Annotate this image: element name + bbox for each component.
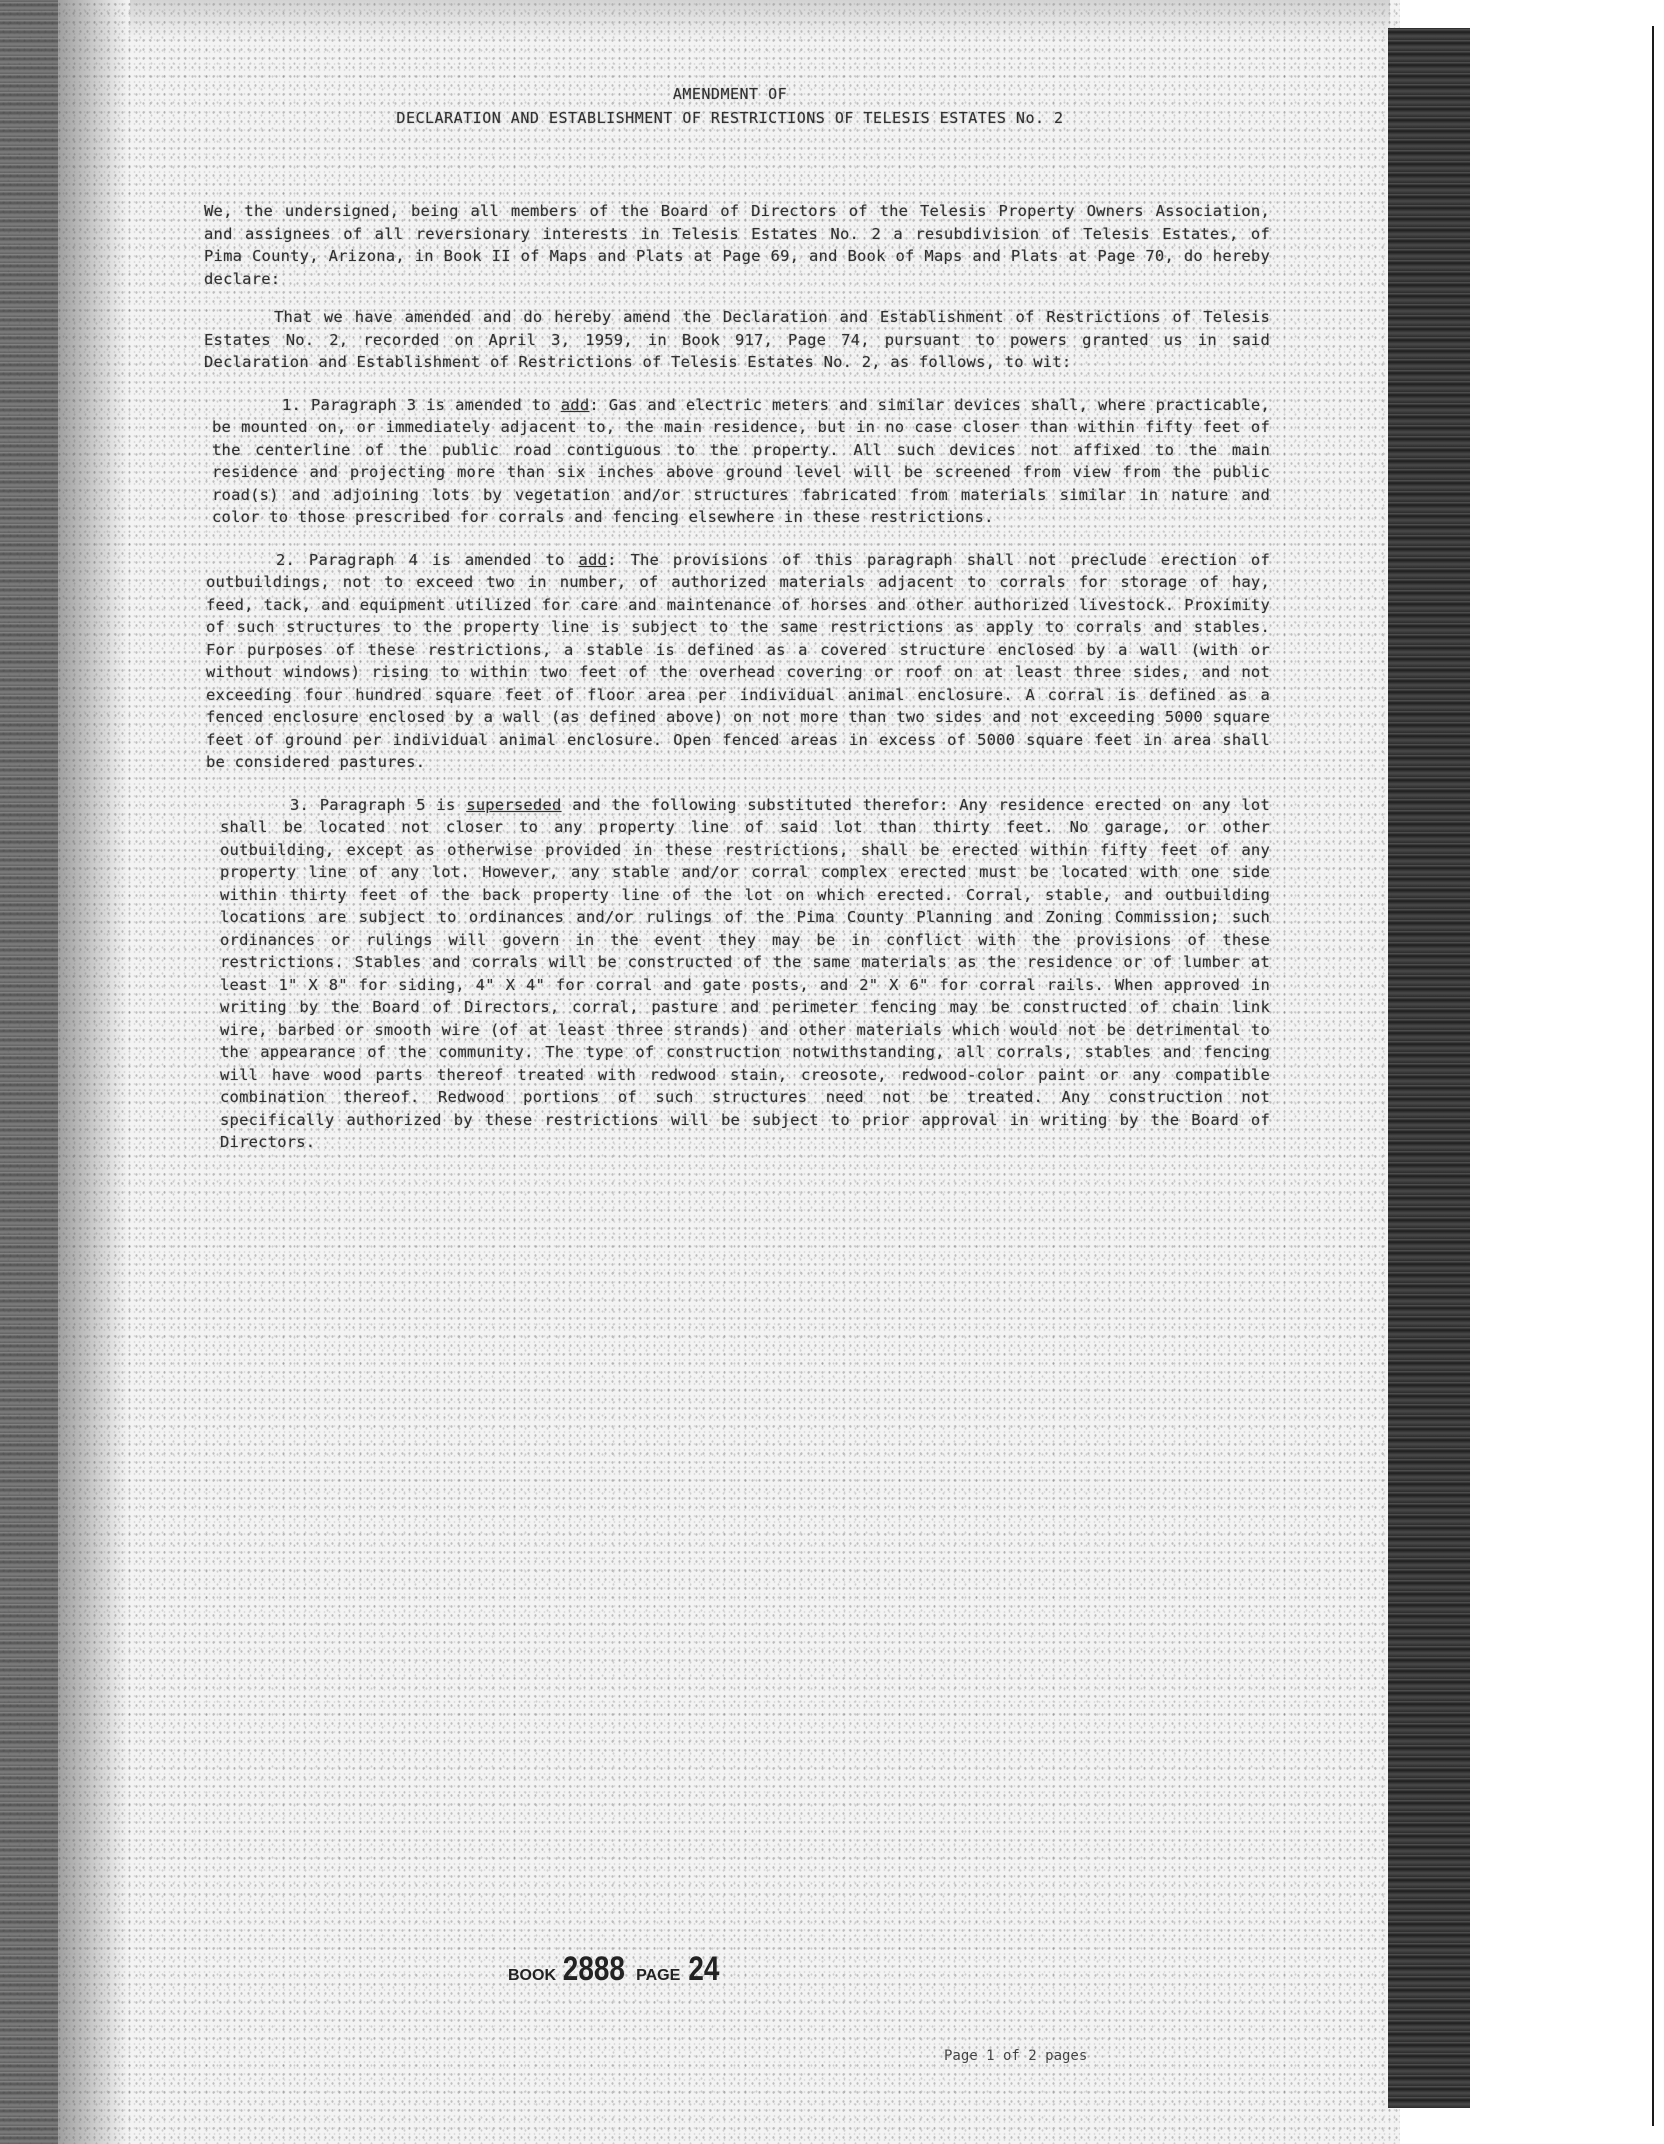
- scan-right-edge: [1388, 28, 1470, 2108]
- page-count-footer: Page 1 of 2 pages: [944, 2048, 1088, 2064]
- item-1-paragraph: [212, 394, 1270, 529]
- item-3-text: and the following substituted therefor: Any residence erected on any lot shall be located not closer to any property line of said lot than thirty feet. No garage, or other outbuilding, except as otherwise provided in these restrictions, shall be erected within fifty feet of any property line of any lot. However, any stable and/or corral complex erected must be located with one side within thirty feet of the back property line of the lot on which erected. Corral, stable, and outbuilding locations are subject to ordinances and/or rulings of the Pima County Planning and Zoning Commission; such ordinances or rulings will govern in the event they may be in conflict with the provisions of these restrictions. Stables and corrals will be constructed of the same materials as the residence or of lumber at least 1" X 8" for siding, 4" X 4" for corral and gate posts, and 2" X 6" for corral rails. When approved in writing by the Board of Directors, corral, pasture and perimeter fencing may be constructed of chain link wire, barbed or smooth wire (of at least three strands) and other materials which would not be detrimental to the appearance of the community. The type of construction notwithstanding, all corrals, stables and fencing will have wood parts thereof treated with redwood stain, creosote, redwood-color paint or any compatible combination thereof. Redwood portions of such structures need not be treated. Any construction not specifically authorized by these restrictions will be subject to prior approval in writing by the Board of Directors.: [220, 795, 1270, 1151]
- item-3-verb: superseded: [466, 795, 562, 814]
- book-page-stamp: [508, 1950, 723, 1989]
- item-3-prefix: 3. Paragraph 5 is: [290, 795, 467, 814]
- book-label: BOOK: [508, 1967, 556, 1984]
- item-1-prefix: 1. Paragraph 3 is amended to: [282, 395, 561, 414]
- scan-left-edge: [0, 0, 58, 2144]
- amendment-statement: That we have amended and do hereby amend the Declaration and Establishment of Restrictions of Telesis Estates No. 2, recorded on April 3, 1959, in Book 917, Page 74, pursuant to powers granted us in said Declaration and Establishment of Restrictions of Telesis Estates No. 2, as follows, to wit:: [204, 308, 1270, 371]
- item-2-text: : The provisions of this paragraph shall not preclude erection of outbuildings, not to exceed two in number, of authorized materials adjacent to corrals for storage of hay, feed, tack, and equipment utilized for care and maintenance of horses and other authorized livestock. Proximity of such structures to the property line is subject to the same restrictions as apply to corrals and stables. For purposes of these restrictions, a stable is defined as a covered structure enclosed by a wall (with or without windows) rising to within two feet of the overhead covering or roof on at least three sides, and not exceeding four hundred square feet of floor area per individual animal enclosure. A corral is defined as a fenced enclosure enclosed by a wall (as defined above) on not more than two sides and not exceeding 5000 square feet of ground per individual animal enclosure. Open fenced areas in excess of 5000 square feet in area shall be considered pastures.: [206, 550, 1270, 771]
- scan-border-line: [1652, 26, 1654, 2126]
- item-2-prefix: 2. Paragraph 4 is amended to: [276, 550, 579, 569]
- document-body: [190, 82, 1270, 1170]
- intro-paragraph: We, the undersigned, being all members of the Board of Directors of the Telesis Property Owners Association, and assignees of all reversionary interests in Telesis Estates No. 2 a resubdivision of Telesis Estates, of Pima County, Arizona, in Book II of Maps and Plats at Page 69, and Book of Maps and Plats at Page 70, do hereby declare:: [204, 202, 1270, 288]
- item-2-paragraph: [206, 549, 1270, 774]
- page-margin-right: [1470, 0, 1664, 2144]
- page-label: PAGE: [636, 1967, 681, 1984]
- item-3-paragraph: [220, 794, 1270, 1154]
- document-title-line2: DECLARATION AND ESTABLISHMENT OF RESTRICTIONS OF TELESIS ESTATES No. 2: [396, 109, 1064, 127]
- document-title-line1: AMENDMENT OF: [672, 85, 788, 103]
- item-2-verb: add: [578, 550, 608, 569]
- page-number: 24: [688, 1950, 720, 1988]
- item-1-text: : Gas and electric meters and similar devices shall, where practicable, be mounted on, or immediately adjacent to, the main residence, but in no case closer than within fifty feet of the centerline of the public road contiguous to the property. All such devices not affixed to the main residence and projecting more than six inches above ground level will be screened from view from the public road(s) and adjoining lots by vegetation and/or structures fabricated from materials similar in nature and color to those prescribed for corrals and fencing elsewhere in these restrictions.: [212, 395, 1270, 526]
- item-1-verb: add: [560, 395, 590, 414]
- scan-top-shadow: [130, 0, 1390, 40]
- book-number: 2888: [562, 1950, 625, 1988]
- scan-left-shadow: [58, 0, 128, 2144]
